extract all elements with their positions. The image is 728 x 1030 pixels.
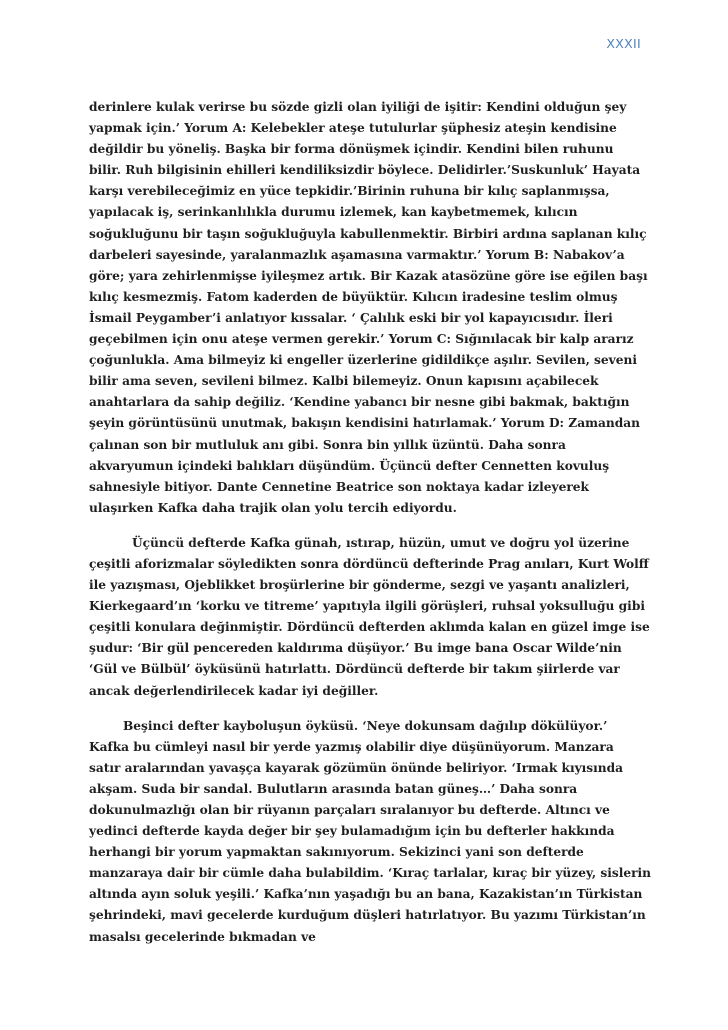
text-line: değildir bu yöneliş. Başka bir forma dönüşmek içindir. Kendini bilen ruhunu — [89, 142, 614, 157]
text-line: Üçüncü defterde Kafka günah, ıstırap, hüzün, umut ve doğru yol üzerine — [132, 535, 630, 550]
text-line: akşam. Suda bir sandal. Bulutların arasında batan güneş…’ Daha sonra — [89, 781, 578, 796]
text-line: soğukluğunu bir taşın soğukluğuyla kabullenmektir. Birbiri ardına saplanan kılıç — [89, 226, 647, 241]
text-line: darbeleri sayesinde, yaralanmazlık aşamasına varmaktır.’ Yorum B: Nabakov’a — [89, 247, 625, 262]
text-line: göre; yara zehirlenmişse iyileşmez artık. Bir Kazak atasözüne göre ise eğilen başı — [89, 268, 648, 283]
text-line: ile yazışması, Ojeblikket broşürlerine bir gönderme, sezgi ve yaşantı analizleri, — [89, 578, 630, 593]
page-number: XXXII — [606, 36, 641, 51]
text-line: İsmail Peygamber’i anlatıyor kıssalar. ‘ Çalılık eski bir yol kapayıcısıdır. İleri — [89, 310, 613, 325]
text-line: derinlere kulak verirse bu sözde gizli olan iyiliği de işitir: Kendini olduğun şey — [89, 100, 627, 114]
text-line: ancak değerlendirilecek kadar iyi değiller. — [89, 683, 379, 698]
text-line: kılıç kesmezmiş. Fatom kaderden de büyüktür. Kılıcın iradesine teslim olmuş — [89, 289, 618, 304]
text-line: Kierkegaard’ın ‘korku ve titreme’ yapıtıyla ilgili görüşleri, ruhsal yoksulluğu gibi — [89, 599, 645, 614]
text-line: manzaraya dair bir cümle daha bulabildim. ‘Kıraç tarlalar, kıraç bir yüzey, sislerin — [89, 866, 651, 881]
text-line: yapılacak iş, serinkanlılıkla durumu izlemek, kan kaybetmemek, kılıcın — [89, 205, 578, 220]
text-line: herhangi bir yorum yapmaktan sakınıyorum. Sekizinci yani son defterde — [89, 845, 584, 860]
text-line: karşı verebileceğimiz en yüce tepkidir.’Birinin ruhuna bir kılıç saplanmışsa, — [89, 184, 610, 199]
text-line: çoğunlukla. Ama bilmeyiz ki engeller üzerlerine gidildikçe aşılır. Sevilen, seveni — [89, 353, 637, 368]
text-line: ‘Gül ve Bülbül’ öyküsünü hatırlattı. Dördüncü defterde bir takım şiirlerde var — [89, 662, 620, 677]
text-line: satır aralarından yavaşça kayarak gözümün önünde beliriyor. ‘Irmak kıyısında — [89, 760, 624, 775]
text-line: bilir ama seven, sevileni bilmez. Kalbi bilemeyiz. Onun kapısını açabilecek — [89, 374, 599, 389]
text-line: Kafka bu cümleyi nasıl bir yerde yazmış olabilir diye düşünüyorum. Manzara — [89, 739, 614, 754]
text-line: şehrindeki, mavi gecelerde kurduğum düşleri hatırlatıyor. Bu yazımı Türkistan’ın — [89, 908, 646, 923]
paragraph-1 — [89, 97, 648, 519]
paragraph-2 — [89, 533, 650, 702]
text-line: akvaryumun içindeki balıkları düşündüm. Üçüncü defter Cennetten kovuluş — [89, 458, 610, 473]
text-line: altında ayın soluk yeşili.’ Kafka’nın yaşadığı bu an bana, Kazakistan’ın Türkistan — [89, 887, 643, 902]
paragraph-3 — [89, 716, 651, 948]
text-line: masalsı gecelerinde bıkmadan ve — [89, 929, 316, 944]
text-line: yapmak için.’ Yorum A: Kelebekler ateşe tutulurlar şüphesiz ateşin kendisine — [89, 121, 617, 136]
text-line: dokunulmazlığı olan bir rüyanın parçaları sıralanıyor bu defterde. Altıncı ve — [89, 803, 610, 817]
text-line: şudur: ‘Bir gül pencereden kaldırıma düşüyor.’ Bu imge bana Oscar Wilde’nin — [89, 641, 622, 656]
text-line: çalınan son bir mutluluk anı gibi. Sonra bin yıllık üzüntü. Daha sonra — [89, 437, 566, 452]
text-line: yedinci defterde kayda değer bir şey bulamadığım için bu defterler hakkında — [89, 824, 615, 839]
text-line: geçebilmen için onu ateşe vermen gerekir.’ Yorum C: Sığınılacak bir kalp ararız — [89, 332, 634, 347]
text-line: çeşitli konulara değinmiştir. Dördüncü defterden aklımda kalan en güzel imge ise — [89, 620, 650, 635]
text-line: Beşinci defter kayboluşun öyküsü. ‘Neye dokunsam dağılıp dökülüyor.’ — [123, 718, 608, 733]
text-line: şeyin görüntüsünü unutmak, bakışın kendisini hatırlamak.’ Yorum D: Zamandan — [89, 416, 641, 431]
text-line: sahnesiyle bitiyor. Dante Cennetine Beatrice son noktaya kadar izleyerek — [89, 479, 589, 494]
text-line: bilir. Ruh bilgisinin ehilleri kendiliksizdir böylece. Delidirler.’Suskunluk’ Hayata — [89, 163, 641, 178]
body-text — [89, 97, 651, 962]
text-line: çeşitli aforizmalar söyledikten sonra dördüncü defterinde Prag anıları, Kurt Wolff — [89, 556, 649, 571]
text-line: ulaşırken Kafka daha trajik olan yolu tercih ediyordu. — [89, 500, 457, 515]
text-line: anahtarlara da sahip değiliz. ‘Kendine yabancı bir nesne gibi bakmak, baktığın — [89, 395, 630, 410]
